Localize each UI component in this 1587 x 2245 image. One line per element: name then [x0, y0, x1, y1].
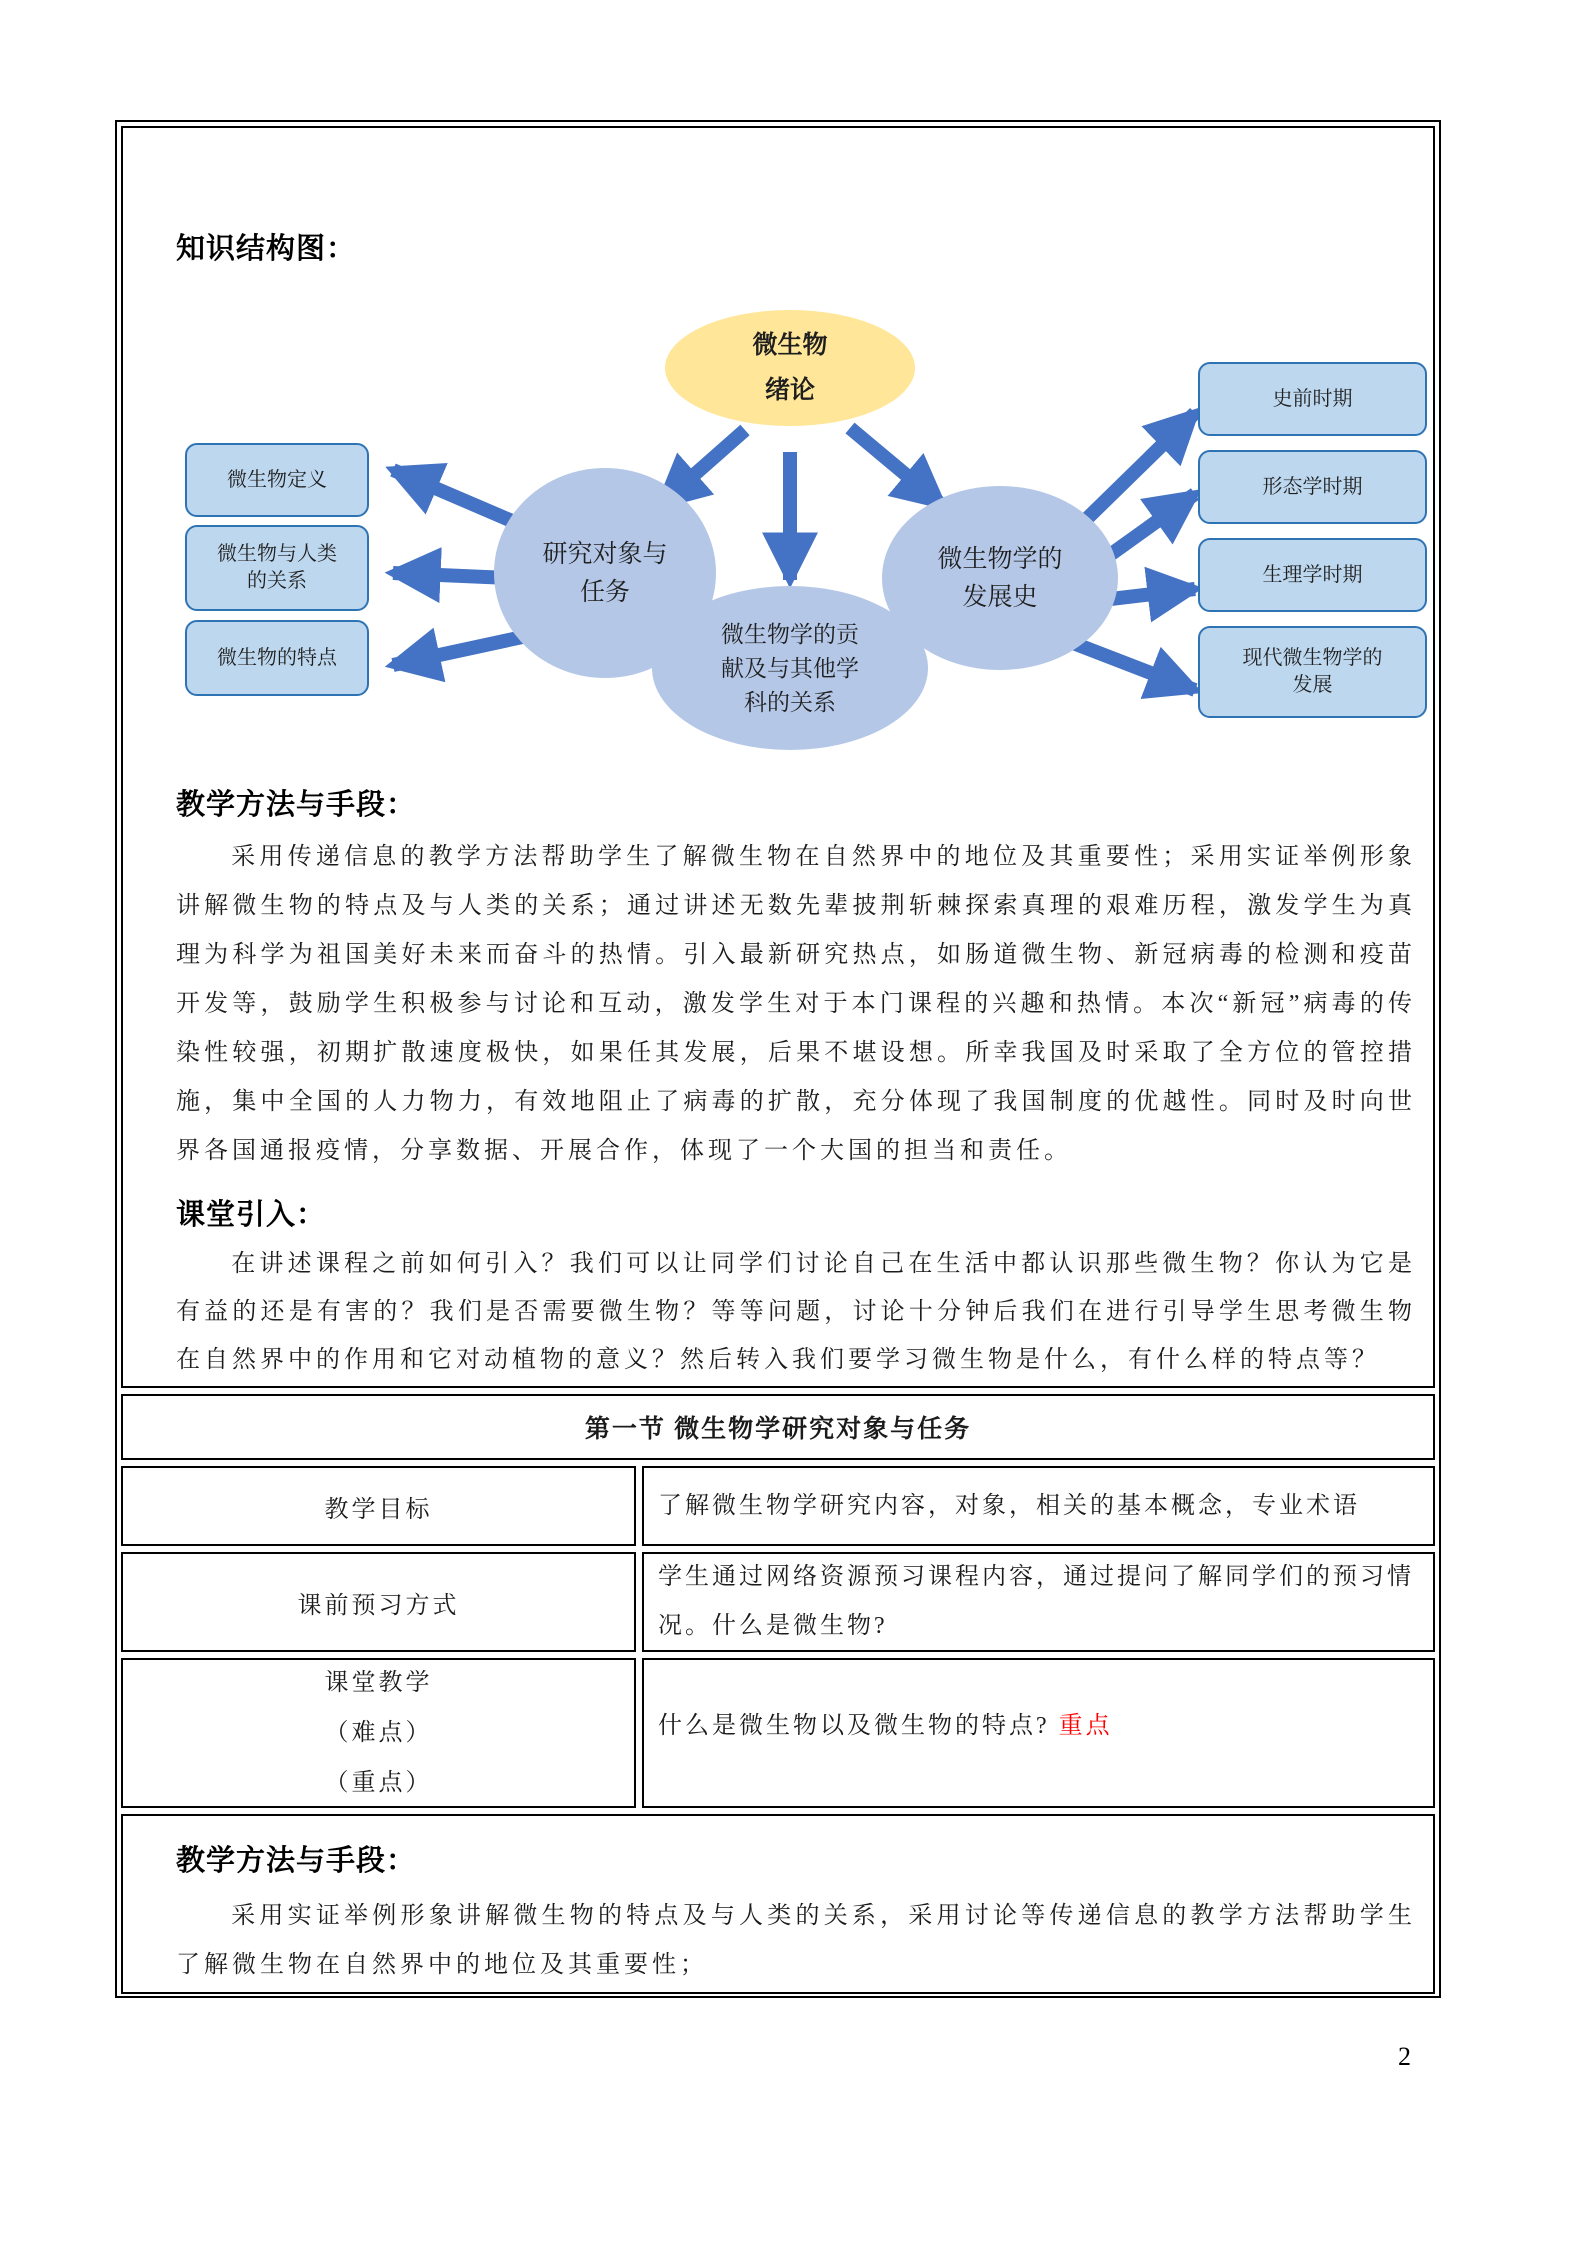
knowledge-map-heading: 知识结构图： — [176, 233, 357, 265]
page-number: 2 — [1398, 2042, 1411, 2071]
diagram-box-physiology — [1198, 538, 1427, 612]
diagram-box-prehistoric — [1198, 362, 1427, 436]
box-characteristics-label: 微生物的特点 — [217, 646, 337, 669]
diagram-box-characteristics — [185, 620, 369, 696]
row-goal-content-cell — [642, 1466, 1435, 1546]
preview-content: 学生通过网络资源预习课程内容，通过提问了解同学们的预习情况。什么是微生物? — [658, 1564, 1414, 1639]
diagram-box-definition — [185, 443, 369, 517]
history-label-line2: 发展史 — [962, 583, 1038, 611]
teaching-methods2-heading: 教学方法与手段： — [176, 1845, 417, 1877]
box-human-relation-line1: 微生物与人类 — [217, 543, 337, 565]
box-modern-line2: 发展 — [1292, 674, 1333, 696]
row-goal-label-cell — [121, 1466, 636, 1546]
diagram-box-morphology — [1198, 450, 1427, 524]
diagram-root-node — [665, 310, 915, 426]
classroom-content — [658, 1702, 1419, 1751]
classroom-highlight: 重点 — [1058, 1713, 1113, 1739]
teaching-methods2-paragraph: 采用实证举例形象讲解微生物的特点及与人类的关系，采用讨论等传递信息的教学方法帮助学生了解微生物在自然界中的地位及其重要性； — [176, 1903, 1416, 1978]
classroom-content-text: 什么是微生物以及微生物的特点? — [658, 1713, 1059, 1739]
goal-label: 教学目标 — [324, 1496, 433, 1523]
root-label-line1: 微生物 — [752, 331, 828, 359]
box-morphology-label: 形态学时期 — [1262, 475, 1363, 498]
box-human-relation-line2: 的关系 — [247, 570, 307, 592]
contribution-label-line2: 献及与其他学 — [721, 655, 859, 681]
research-label-line1: 研究对象与 — [542, 540, 668, 568]
diagram-box-human-relation — [185, 525, 369, 611]
row-preview-label-cell — [121, 1552, 636, 1652]
classroom-intro-heading: 课堂引入： — [176, 1199, 327, 1231]
row-classroom-label-cell — [121, 1658, 636, 1808]
contribution-label-line1: 微生物学的贡 — [721, 621, 859, 647]
diagram-box-modern — [1198, 626, 1427, 718]
classroom-intro-paragraph: 在讲述课程之前如何引入？我们可以让同学们讨论自己在生活中都认识那些微生物？你认为它是有益的还是有害的？我们是否需要微生物？等等问题，讨论十分钟后我们在进行引导学生思考微生物在自然界中的作用和它对动植物的意义？然后转入我们要学习微生物是什么，有什么样的特点等？ — [176, 1251, 1416, 1373]
preview-label: 课前预习方式 — [297, 1592, 460, 1619]
teaching-methods-paragraph: 采用传递信息的教学方法帮助学生了解微生物在自然界中的地位及其重要性；采用实证举例形象讲解微生物的特点及与人类的关系；通过讲述无数先辈披荆斩棘探索真理的艰难历程，激发学生为真理为科学为祖国美好未来而奋斗的热情。引入最新研究热点，如肠道微生物、新冠病毒的检测和疫苗开发等，鼓励学生积极参与讨论和互动，激发学生对于本门课程的兴趣和热情。本次“新冠”病毒的传染性较强，初期扩散速度极快，如果任其发展，后果不堪设想。所幸我国及时采取了全方位的管控措施，集中全国的人力物力，有效地阻止了病毒的扩散，充分体现了我国制度的优越性。同时及时向世界各国通报疫情，分享数据、开展合作，体现了一个大国的担当和责任。 — [176, 844, 1416, 1164]
root-label-line2: 绪论 — [764, 376, 815, 404]
section-title-row — [121, 1394, 1435, 1460]
box-physiology-label: 生理学时期 — [1262, 563, 1363, 586]
classroom-label-line2: （难点） — [324, 1720, 433, 1746]
classroom-label-line3: （重点） — [324, 1770, 433, 1796]
chapter-title: 第一节 微生物学研究对象与任务 — [584, 1416, 972, 1443]
diagram-contribution-node — [652, 586, 928, 750]
row-preview-content-cell — [642, 1552, 1435, 1652]
box-modern-line1: 现代微生物学的 — [1242, 647, 1383, 669]
box-prehistoric-label: 史前时期 — [1272, 387, 1353, 410]
history-label-line1: 微生物学的 — [937, 545, 1063, 573]
teaching-methods-heading: 教学方法与手段： — [176, 789, 417, 821]
classroom-label-line1: 课堂教学 — [324, 1670, 433, 1696]
goal-content: 了解微生物学研究内容，对象，相关的基本概念，专业术语 — [658, 1492, 1360, 1519]
row-classroom-content-cell — [642, 1658, 1435, 1808]
contribution-label-line3: 科的关系 — [744, 689, 836, 715]
research-label-line2: 任务 — [579, 578, 630, 606]
box-definition-label: 微生物定义 — [227, 468, 327, 491]
